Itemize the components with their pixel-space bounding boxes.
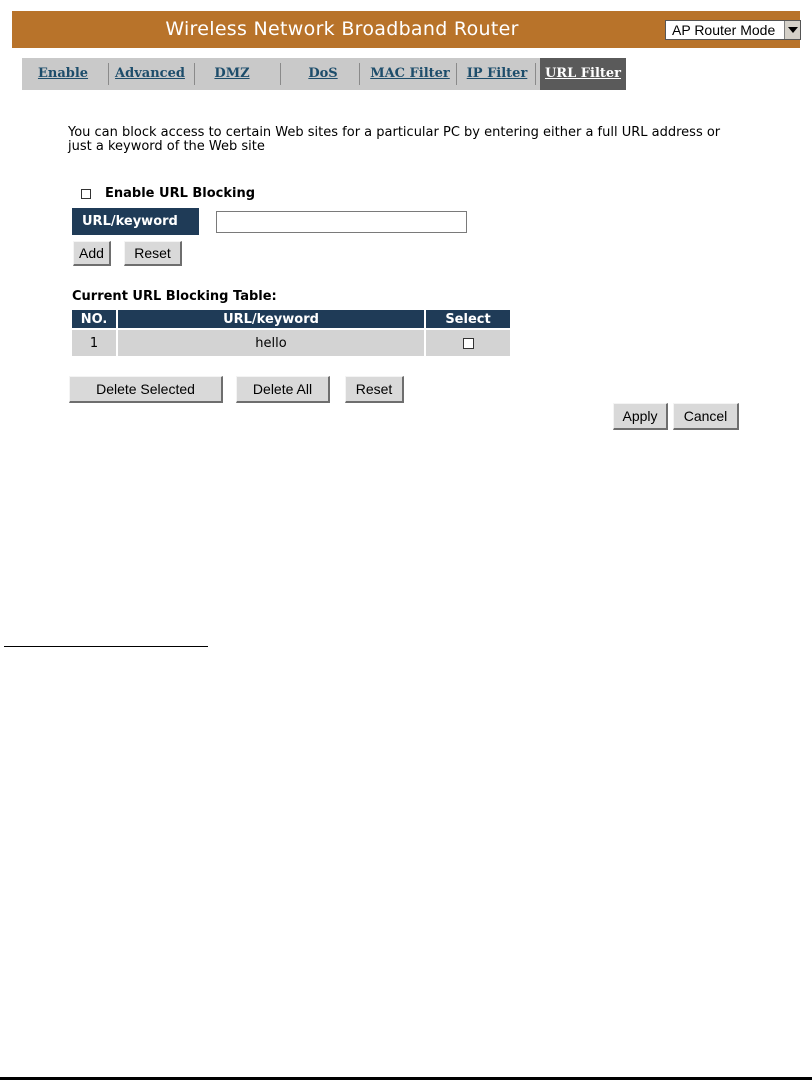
enable-url-blocking-label: Enable URL Blocking	[105, 186, 256, 201]
page-title: Wireless Network Broadband Router	[165, 18, 519, 40]
chevron-down-icon[interactable]	[784, 21, 800, 39]
tab-ip-filter[interactable]: IP Filter	[466, 66, 528, 81]
tab-dos[interactable]: DoS	[308, 66, 338, 81]
tab-divider	[359, 63, 360, 85]
header-bar	[12, 11, 800, 48]
add-button[interactable]: Add	[73, 241, 111, 266]
tab-advanced[interactable]: Advanced	[115, 66, 185, 81]
column-header-no: NO.	[72, 310, 116, 328]
url-keyword-label: URL/keyword	[72, 208, 199, 235]
delete-selected-button[interactable]: Delete Selected	[69, 376, 223, 403]
tab-mac-filter[interactable]: MAC Filter	[370, 66, 450, 81]
mode-select-value: AP Router Mode	[672, 22, 776, 38]
tab-dmz[interactable]: DMZ	[214, 66, 250, 81]
enable-url-blocking-checkbox[interactable]	[81, 189, 91, 199]
table-row	[72, 330, 510, 356]
cancel-button[interactable]: Cancel	[673, 403, 739, 430]
tab-bar	[22, 58, 626, 90]
table-title: Current URL Blocking Table:	[72, 289, 277, 304]
tab-url-filter[interactable]: URL Filter	[540, 58, 626, 90]
page-description: You can block access to certain Web sites for a particular PC by entering either a full URL address or just a keyword of the Web site	[68, 125, 721, 154]
tab-divider	[194, 63, 195, 85]
tab-divider	[535, 63, 536, 85]
tab-divider	[280, 63, 281, 85]
divider-line	[4, 646, 208, 647]
reset-form-button[interactable]: Reset	[124, 241, 182, 266]
row-keyword: hello	[118, 330, 424, 356]
delete-all-button[interactable]: Delete All	[236, 376, 330, 403]
footer-line	[0, 1077, 812, 1080]
apply-button[interactable]: Apply	[613, 403, 668, 430]
row-select-cell	[426, 330, 510, 356]
tab-divider	[456, 63, 457, 85]
row-select-checkbox[interactable]	[463, 338, 474, 349]
column-header-url-keyword: URL/keyword	[118, 310, 424, 328]
column-header-select: Select	[426, 310, 510, 328]
url-blocking-table	[70, 308, 512, 358]
row-number: 1	[72, 330, 116, 356]
reset-table-button[interactable]: Reset	[345, 376, 404, 403]
mode-select[interactable]	[665, 20, 801, 40]
tab-enable[interactable]: Enable	[37, 66, 89, 81]
url-keyword-input[interactable]	[216, 211, 467, 233]
tab-divider	[108, 63, 109, 85]
